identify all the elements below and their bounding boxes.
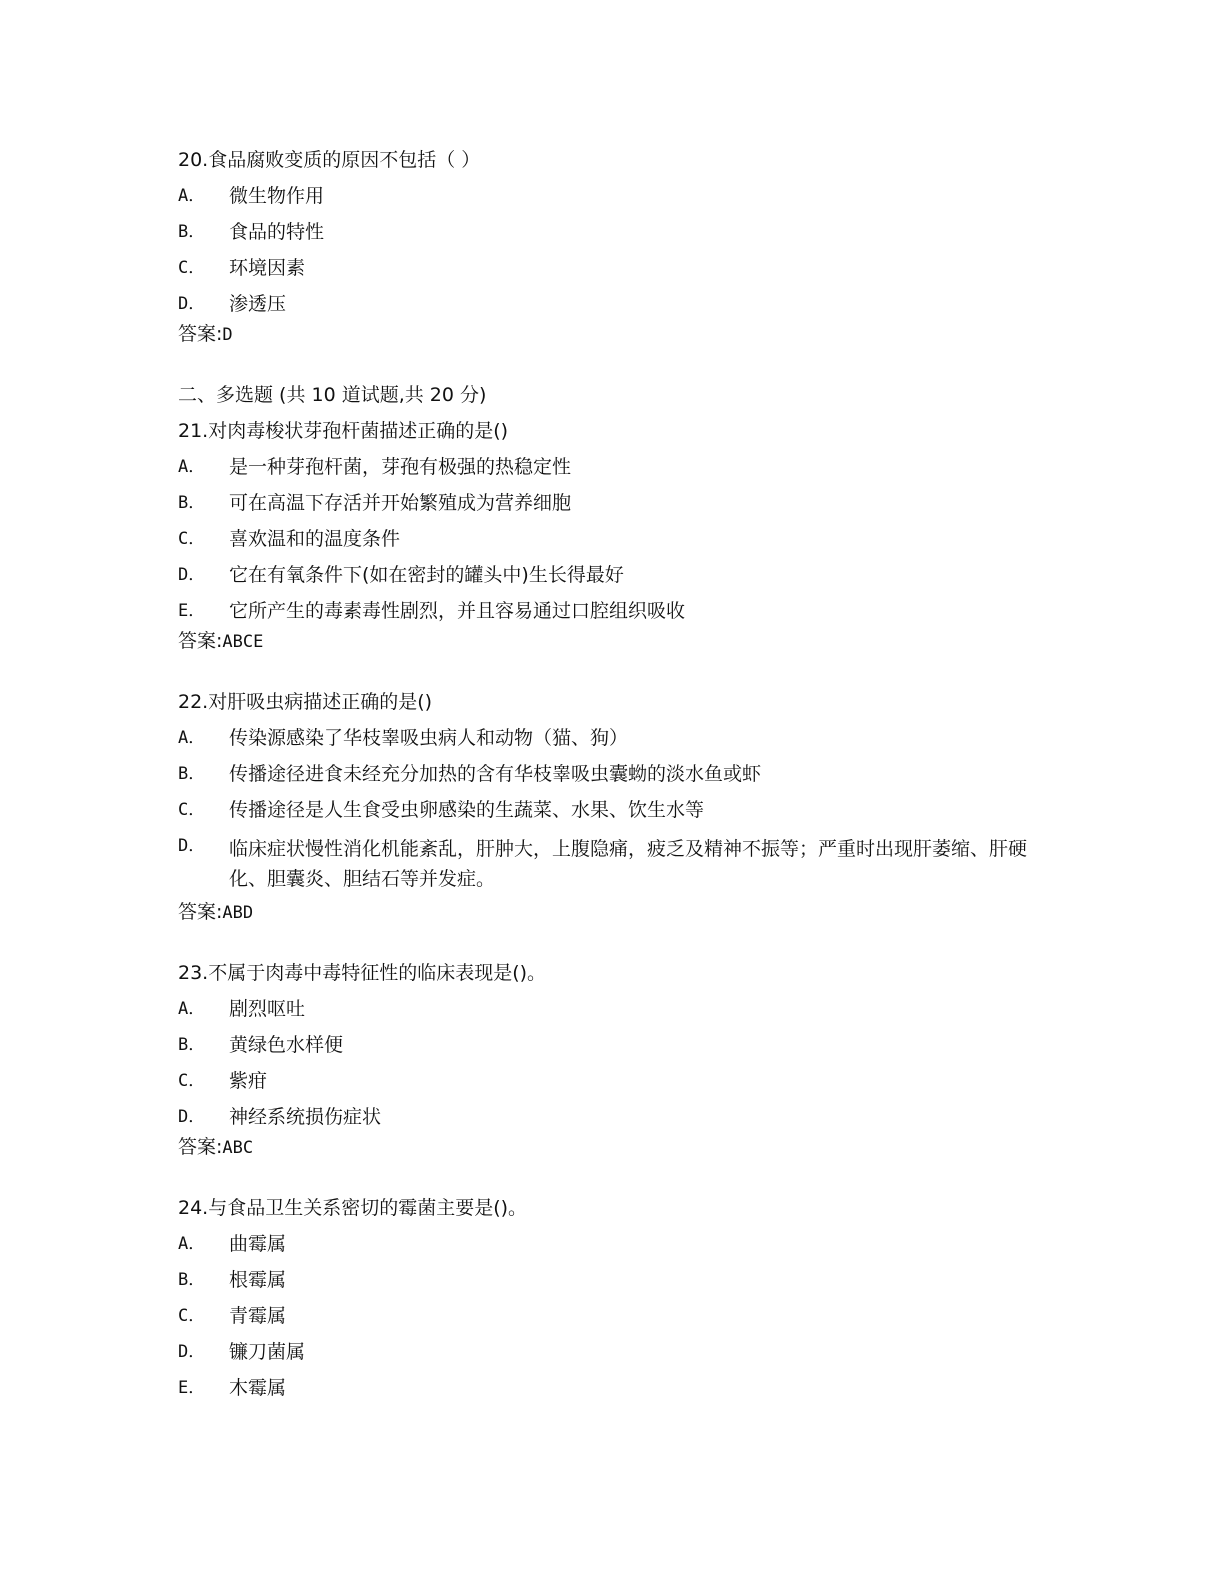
answer-label: 答案: [178, 323, 223, 345]
option-a [178, 1232, 1038, 1256]
option-e [178, 1376, 1038, 1400]
option-a [178, 997, 1038, 1021]
option-text: 是一种芽孢杆菌，芽孢有极强的热稳定性 [229, 456, 572, 478]
option-text: 传染源感染了华枝睾吸虫病人和动物（猫、狗） [229, 727, 629, 749]
option-text: 微生物作用 [229, 185, 325, 207]
option-text: 传播途径是人生食受虫卵感染的生蔬菜、水果、饮生水等 [229, 799, 705, 821]
option-d [178, 834, 1038, 894]
option-c [178, 798, 1038, 822]
option-letter: D． [178, 1342, 206, 1362]
option-text: 曲霉属 [229, 1233, 287, 1255]
option-letter: D． [178, 294, 206, 314]
option-text: 临床症状慢性消化机能紊乱，肝肿大，上腹隐痛，疲乏及精神不振等；严重时出现肝萎缩、肝硬化、胆囊炎、胆结石等并发症。 [229, 838, 1028, 890]
question-title: 20.食品腐败变质的原因不包括（ ） [178, 149, 481, 171]
question-23 [178, 961, 1038, 1160]
answer-value: D [222, 325, 233, 345]
option-letter: C． [178, 258, 206, 278]
question-22 [178, 690, 1038, 925]
question-title: 24.与食品卫生关系密切的霉菌主要是()。 [178, 1197, 528, 1219]
answer-label: 答案: [178, 901, 223, 923]
option-d [178, 292, 1038, 316]
option-letter: E． [178, 601, 206, 621]
option-d [178, 1340, 1038, 1364]
option-text: 剧烈呕吐 [229, 998, 306, 1020]
option-text: 根霉属 [229, 1269, 287, 1291]
option-letter: A． [178, 1234, 206, 1254]
answer-line [178, 1135, 1038, 1160]
option-letter: B． [178, 764, 206, 784]
option-text: 食品的特性 [229, 221, 325, 243]
question-20 [178, 148, 1038, 347]
option-text: 黄绿色水样便 [229, 1034, 344, 1056]
option-c [178, 256, 1038, 280]
question-title: 21.对肉毒梭状芽孢杆菌描述正确的是() [178, 420, 509, 442]
option-letter: C． [178, 1306, 206, 1326]
option-letter: D． [178, 565, 206, 585]
question-21 [178, 419, 1038, 654]
section-heading: 二、多选题 (共 10 道试题,共 20 分) [178, 384, 487, 406]
option-text: 渗透压 [229, 293, 287, 315]
option-a [178, 184, 1038, 208]
option-letter: B． [178, 493, 206, 513]
option-letter: A． [178, 999, 206, 1019]
option-text: 喜欢温和的温度条件 [229, 528, 401, 550]
option-letter: D． [178, 1107, 206, 1127]
answer-label: 答案: [178, 630, 223, 652]
option-text: 镰刀菌属 [229, 1341, 306, 1363]
option-d [178, 563, 1038, 587]
option-letter: B． [178, 1270, 206, 1290]
answer-line [178, 322, 1038, 347]
option-b [178, 762, 1038, 786]
option-letter: C． [178, 1071, 206, 1091]
option-text: 青霉属 [229, 1305, 287, 1327]
option-b [178, 1033, 1038, 1057]
answer-value: ABCE [222, 632, 264, 652]
option-e [178, 599, 1038, 623]
option-text: 神经系统损伤症状 [229, 1106, 382, 1128]
option-text: 它所产生的毒素毒性剧烈，并且容易通过口腔组织吸收 [229, 600, 686, 622]
option-text: 传播途径进食未经充分加热的含有华枝睾吸虫囊蚴的淡水鱼或虾 [229, 763, 762, 785]
question-title: 23.不属于肉毒中毒特征性的临床表现是()。 [178, 962, 547, 984]
option-letter: D． [178, 836, 206, 856]
option-letter: B． [178, 1035, 206, 1055]
option-text: 可在高温下存活并开始繁殖成为营养细胞 [229, 492, 572, 514]
option-d [178, 1105, 1038, 1129]
option-letter: A． [178, 728, 206, 748]
option-b [178, 1268, 1038, 1292]
option-text: 紫疳 [229, 1070, 268, 1092]
answer-value: ABC [222, 1138, 254, 1158]
answer-value: ABD [222, 903, 254, 923]
option-text: 环境因素 [229, 257, 306, 279]
option-letter: C． [178, 800, 206, 820]
option-c [178, 1069, 1038, 1093]
option-letter: A． [178, 186, 206, 206]
option-b [178, 220, 1038, 244]
option-a [178, 455, 1038, 479]
question-title: 22.对肝吸虫病描述正确的是() [178, 691, 433, 713]
option-text: 木霉属 [229, 1377, 287, 1399]
answer-label: 答案: [178, 1136, 223, 1158]
option-letter: B． [178, 222, 206, 242]
exam-page [178, 148, 1038, 1412]
option-letter: C． [178, 529, 206, 549]
option-letter: A． [178, 457, 206, 477]
answer-line [178, 629, 1038, 654]
option-c [178, 527, 1038, 551]
option-text: 它在有氧条件下(如在密封的罐头中)生长得最好 [229, 564, 624, 586]
question-24 [178, 1196, 1038, 1400]
option-a [178, 726, 1038, 750]
option-b [178, 491, 1038, 515]
answer-line [178, 900, 1038, 925]
option-c [178, 1304, 1038, 1328]
option-letter: E． [178, 1378, 206, 1398]
